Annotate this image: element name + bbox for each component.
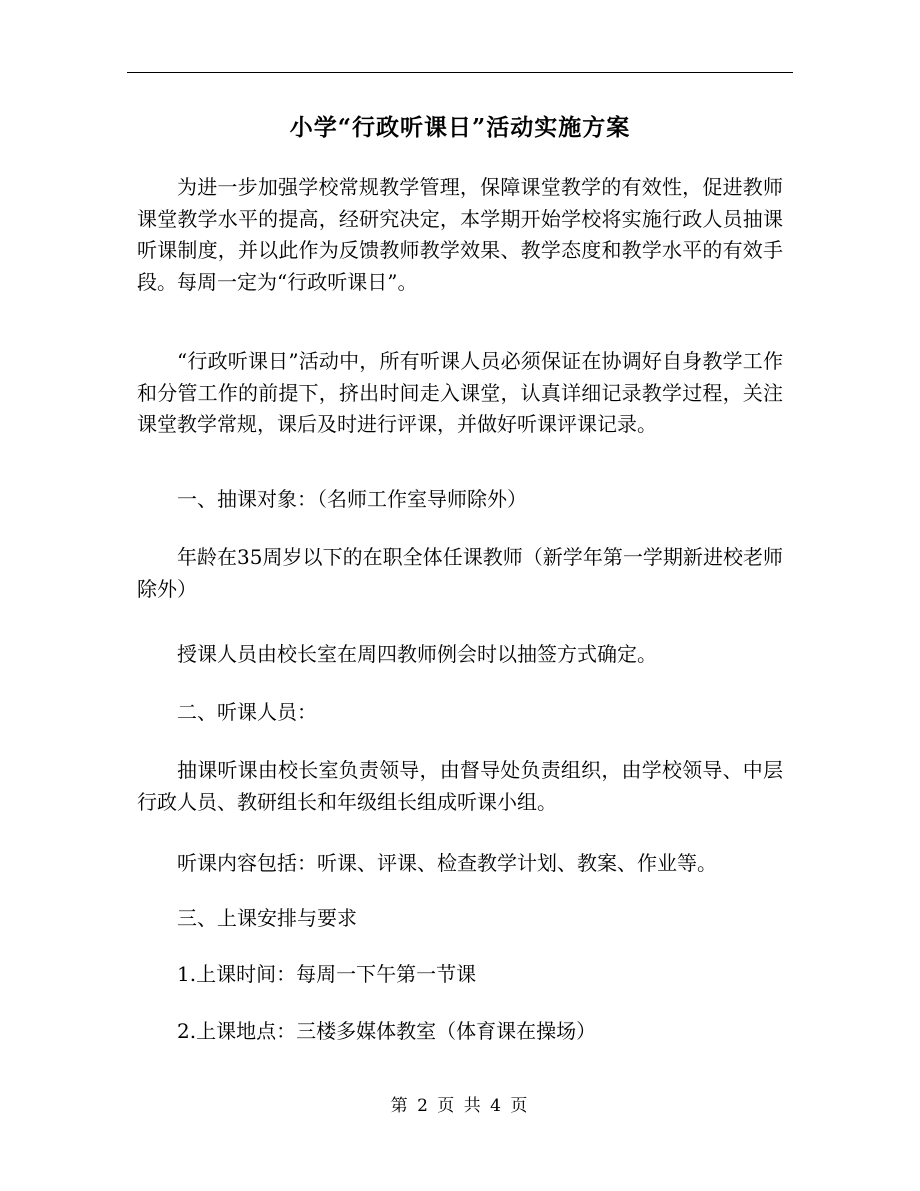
paragraph-text: 抽课听课由校长室负责领导，由督导处负责组织，由学校领导、中层行政人员、教研组长和年级组长组成听课小组。	[137, 758, 783, 814]
paragraph-text: 2.上课地点：三楼多媒体教室（体育课在操场）	[177, 1019, 597, 1043]
paragraph-intro	[137, 172, 783, 298]
paragraph-text: 授课人员由校长室在周四教师例会时以抽签方式确定。	[177, 642, 657, 666]
paragraph-activity	[137, 346, 783, 441]
list-item-time	[137, 959, 783, 991]
list-item-location	[137, 1016, 783, 1048]
section-heading-2	[137, 697, 783, 729]
header-rule	[127, 72, 793, 73]
section-heading-1	[137, 484, 783, 516]
paragraph-selection	[137, 639, 783, 671]
paragraph-text: 听课内容包括：听课、评课、检查教学计划、教案、作业等。	[177, 851, 717, 875]
paragraph-text: 三、上课安排与要求	[177, 906, 357, 930]
paragraph-text: 年龄在35周岁以下的在职全体任课教师（新学年第一学期新进校老师除外）	[137, 545, 783, 601]
page-number: 第 2 页 共 4 页	[390, 1096, 530, 1116]
paragraph-text: 1.上课时间：每周一下午第一节课	[177, 962, 477, 986]
document-title: 小学“行政听课日”活动实施方案	[289, 114, 631, 141]
paragraph-content	[137, 848, 783, 880]
paragraph-text: “行政听课日”活动中，所有听课人员必须保证在协调好自身教学工作和分管工作的前提下，挤出时间走入课堂，认真详细记录教学过程，关注课堂教学常规，课后及时进行评课，并做好听课评课记录。	[137, 349, 783, 436]
paragraph-listeners	[137, 755, 783, 818]
section-heading-3	[137, 903, 783, 935]
paragraph-text: 为进一步加强学校常规教学管理，保障课堂教学的有效性，促进教师课堂教学水平的提高，经研究决定，本学期开始学校将实施行政人员抽课听课制度，并以此作为反馈教师教学效果、教学态度和教学水平的有效手段。每周一定为“行政听课日”。	[137, 175, 783, 294]
paragraph-target	[137, 542, 783, 605]
paragraph-text: 二、听课人员：	[177, 700, 317, 724]
paragraph-text: 一、抽课对象：（名师工作室导师除外）	[177, 487, 527, 511]
